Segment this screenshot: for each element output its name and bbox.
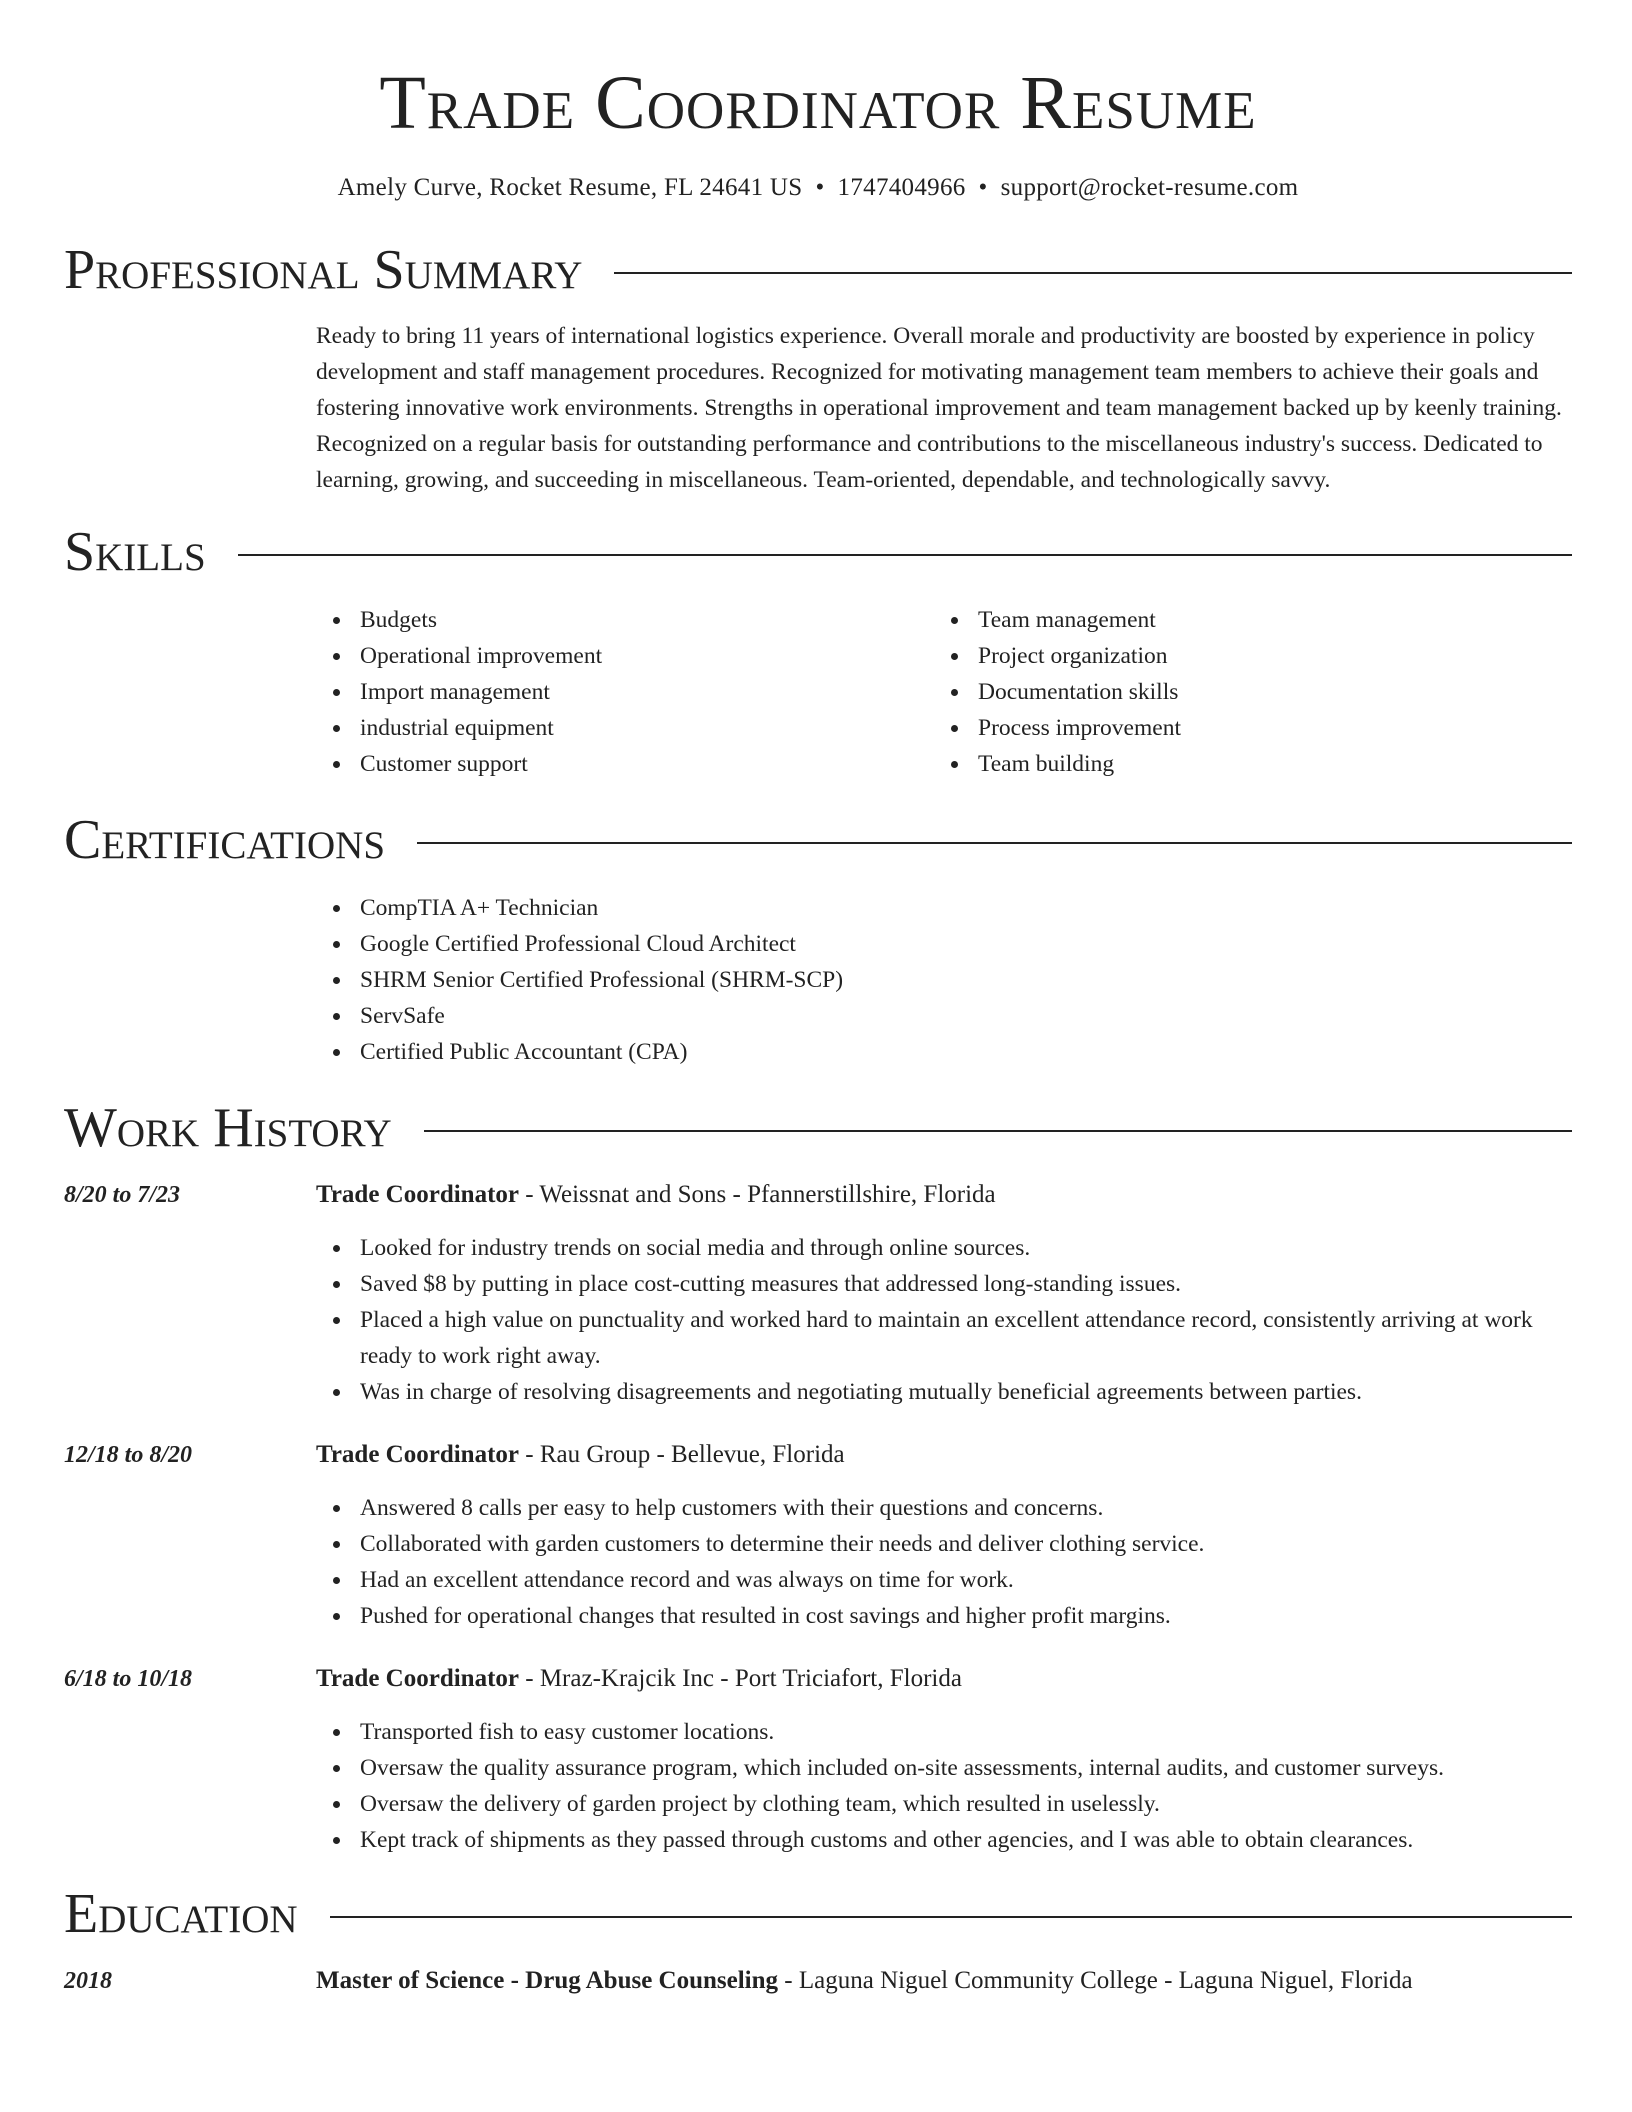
skill-item: Import management	[316, 674, 934, 710]
job-entry	[64, 1176, 1572, 1410]
skills-section-heading	[64, 520, 1572, 584]
skill-item: Project organization	[934, 638, 1552, 674]
section-title: Skills	[64, 521, 206, 583]
contact-line	[64, 172, 1572, 204]
certification-item: CompTIA A+ Technician	[316, 890, 1572, 926]
job-bullet: Pushed for operational changes that resulted in cost savings and higher profit margins.	[316, 1598, 1572, 1634]
job-bullet: Had an excellent attendance record and was always on time for work.	[316, 1562, 1572, 1598]
skill-item: Team management	[934, 602, 1552, 638]
education-year: 2018	[64, 1968, 112, 1994]
job-heading	[316, 1436, 1572, 1474]
section-title: Certifications	[64, 809, 386, 871]
job-bullet: Transported fish to easy customer locations.	[316, 1714, 1572, 1750]
skills-list	[316, 602, 1572, 782]
skill-item: Customer support	[316, 746, 934, 782]
certification-item: Certified Public Accountant (CPA)	[316, 1034, 1572, 1070]
work-history-section-heading	[64, 1096, 1572, 1160]
certification-item: Google Certified Professional Cloud Architect	[316, 926, 1572, 962]
section-divider	[614, 272, 1572, 274]
skill-item: Process improvement	[934, 710, 1552, 746]
job-dates: 12/18 to 8/20	[64, 1442, 193, 1468]
job-entry	[64, 1436, 1572, 1634]
summary-section-heading	[64, 238, 1572, 302]
job-entry	[64, 1660, 1572, 1858]
job-bullet: Placed a high value on punctuality and worked hard to maintain an excellent attendance record, consistently arriving at work ready to work right away.	[316, 1302, 1572, 1374]
summary-text: Ready to bring 11 years of international logistics experience. Overall morale and productivity are boosted by experience in policy development and staff management procedures. Recognized for motivating management team members to achieve their goals and fostering innovative work environments. Strengths in operational improvement and team management backed up by keenly training. Recognized on a regular basis for outstanding performance and contributions to the miscellaneous industry's success. Dedicated to learning, growing, and succeeding in miscellaneous. Team-oriented, dependable, and technologically savvy.	[316, 323, 1562, 493]
skill-item: Documentation skills	[934, 674, 1552, 710]
job-bullet: Oversaw the quality assurance program, which included on-site assessments, internal audits, and customer surveys.	[316, 1750, 1572, 1786]
job-employer: - Rau Group - Bellevue, Florida	[519, 1441, 845, 1468]
job-heading	[316, 1660, 1572, 1698]
job-bullet: Answered 8 calls per easy to help customers with their questions and concerns.	[316, 1490, 1572, 1526]
section-divider	[417, 842, 1572, 844]
job-bullet: Kept track of shipments as they passed through customs and other agencies, and I was able to obtain clearances.	[316, 1822, 1572, 1858]
job-title: Trade Coordinator	[316, 1441, 519, 1468]
section-divider	[238, 554, 1572, 556]
job-bullet: Collaborated with garden customers to determine their needs and deliver clothing service.	[316, 1526, 1572, 1562]
contact-separator: •	[815, 174, 825, 201]
section-title: Work History	[64, 1097, 392, 1159]
work-history-list	[64, 1176, 1572, 1858]
education-degree: Master of Science - Drug Abuse Counseling	[316, 1967, 779, 1994]
skills-column-right	[934, 602, 1552, 782]
contact-address: Amely Curve, Rocket Resume, FL 24641 US	[337, 174, 803, 201]
education-school: - Laguna Niguel Community College - Laguna Niguel, Florida	[778, 1967, 1413, 1994]
job-bullets	[316, 1230, 1572, 1410]
job-title: Trade Coordinator	[316, 1181, 519, 1208]
job-title: Trade Coordinator	[316, 1665, 519, 1692]
education-heading	[316, 1962, 1572, 2000]
job-heading	[316, 1176, 1572, 1214]
job-bullet: Saved $8 by putting in place cost-cutting measures that addressed long-standing issues.	[316, 1266, 1572, 1302]
skill-item: Team building	[934, 746, 1552, 782]
skill-item: industrial equipment	[316, 710, 934, 746]
section-title: Education	[64, 1883, 298, 1945]
section-divider	[330, 1916, 1572, 1918]
certifications-list	[316, 890, 1572, 1070]
job-bullet: Oversaw the delivery of garden project by clothing team, which resulted in uselessly.	[316, 1786, 1572, 1822]
job-employer: - Mraz-Krajcik Inc - Port Triciafort, Florida	[519, 1665, 962, 1692]
skill-item: Operational improvement	[316, 638, 934, 674]
resume-page	[64, 0, 1572, 2000]
job-bullets	[316, 1714, 1572, 1858]
certification-item: SHRM Senior Certified Professional (SHRM-SCP)	[316, 962, 1572, 998]
contact-separator: •	[978, 174, 988, 201]
job-bullet: Was in charge of resolving disagreements and negotiating mutually beneficial agreements between parties.	[316, 1374, 1572, 1410]
section-title: Professional Summary	[64, 239, 583, 301]
skill-item: Budgets	[316, 602, 934, 638]
resume-title: Trade Coordinator Resume	[379, 61, 1257, 145]
certification-item: ServSafe	[316, 998, 1572, 1034]
education-section-heading	[64, 1882, 1572, 1946]
contact-email[interactable]: support@rocket-resume.com	[1000, 174, 1299, 201]
job-bullet: Looked for industry trends on social media and through online sources.	[316, 1230, 1572, 1266]
job-bullets	[316, 1490, 1572, 1634]
job-dates: 6/18 to 10/18	[64, 1666, 193, 1692]
education-entry	[64, 1962, 1572, 2000]
certifications-section-heading	[64, 808, 1572, 872]
contact-phone: 1747404966	[837, 174, 966, 201]
job-dates: 8/20 to 7/23	[64, 1182, 181, 1208]
job-employer: - Weissnat and Sons - Pfannerstillshire, Florida	[519, 1181, 996, 1208]
skills-column-left	[316, 602, 934, 782]
section-divider	[424, 1130, 1572, 1132]
